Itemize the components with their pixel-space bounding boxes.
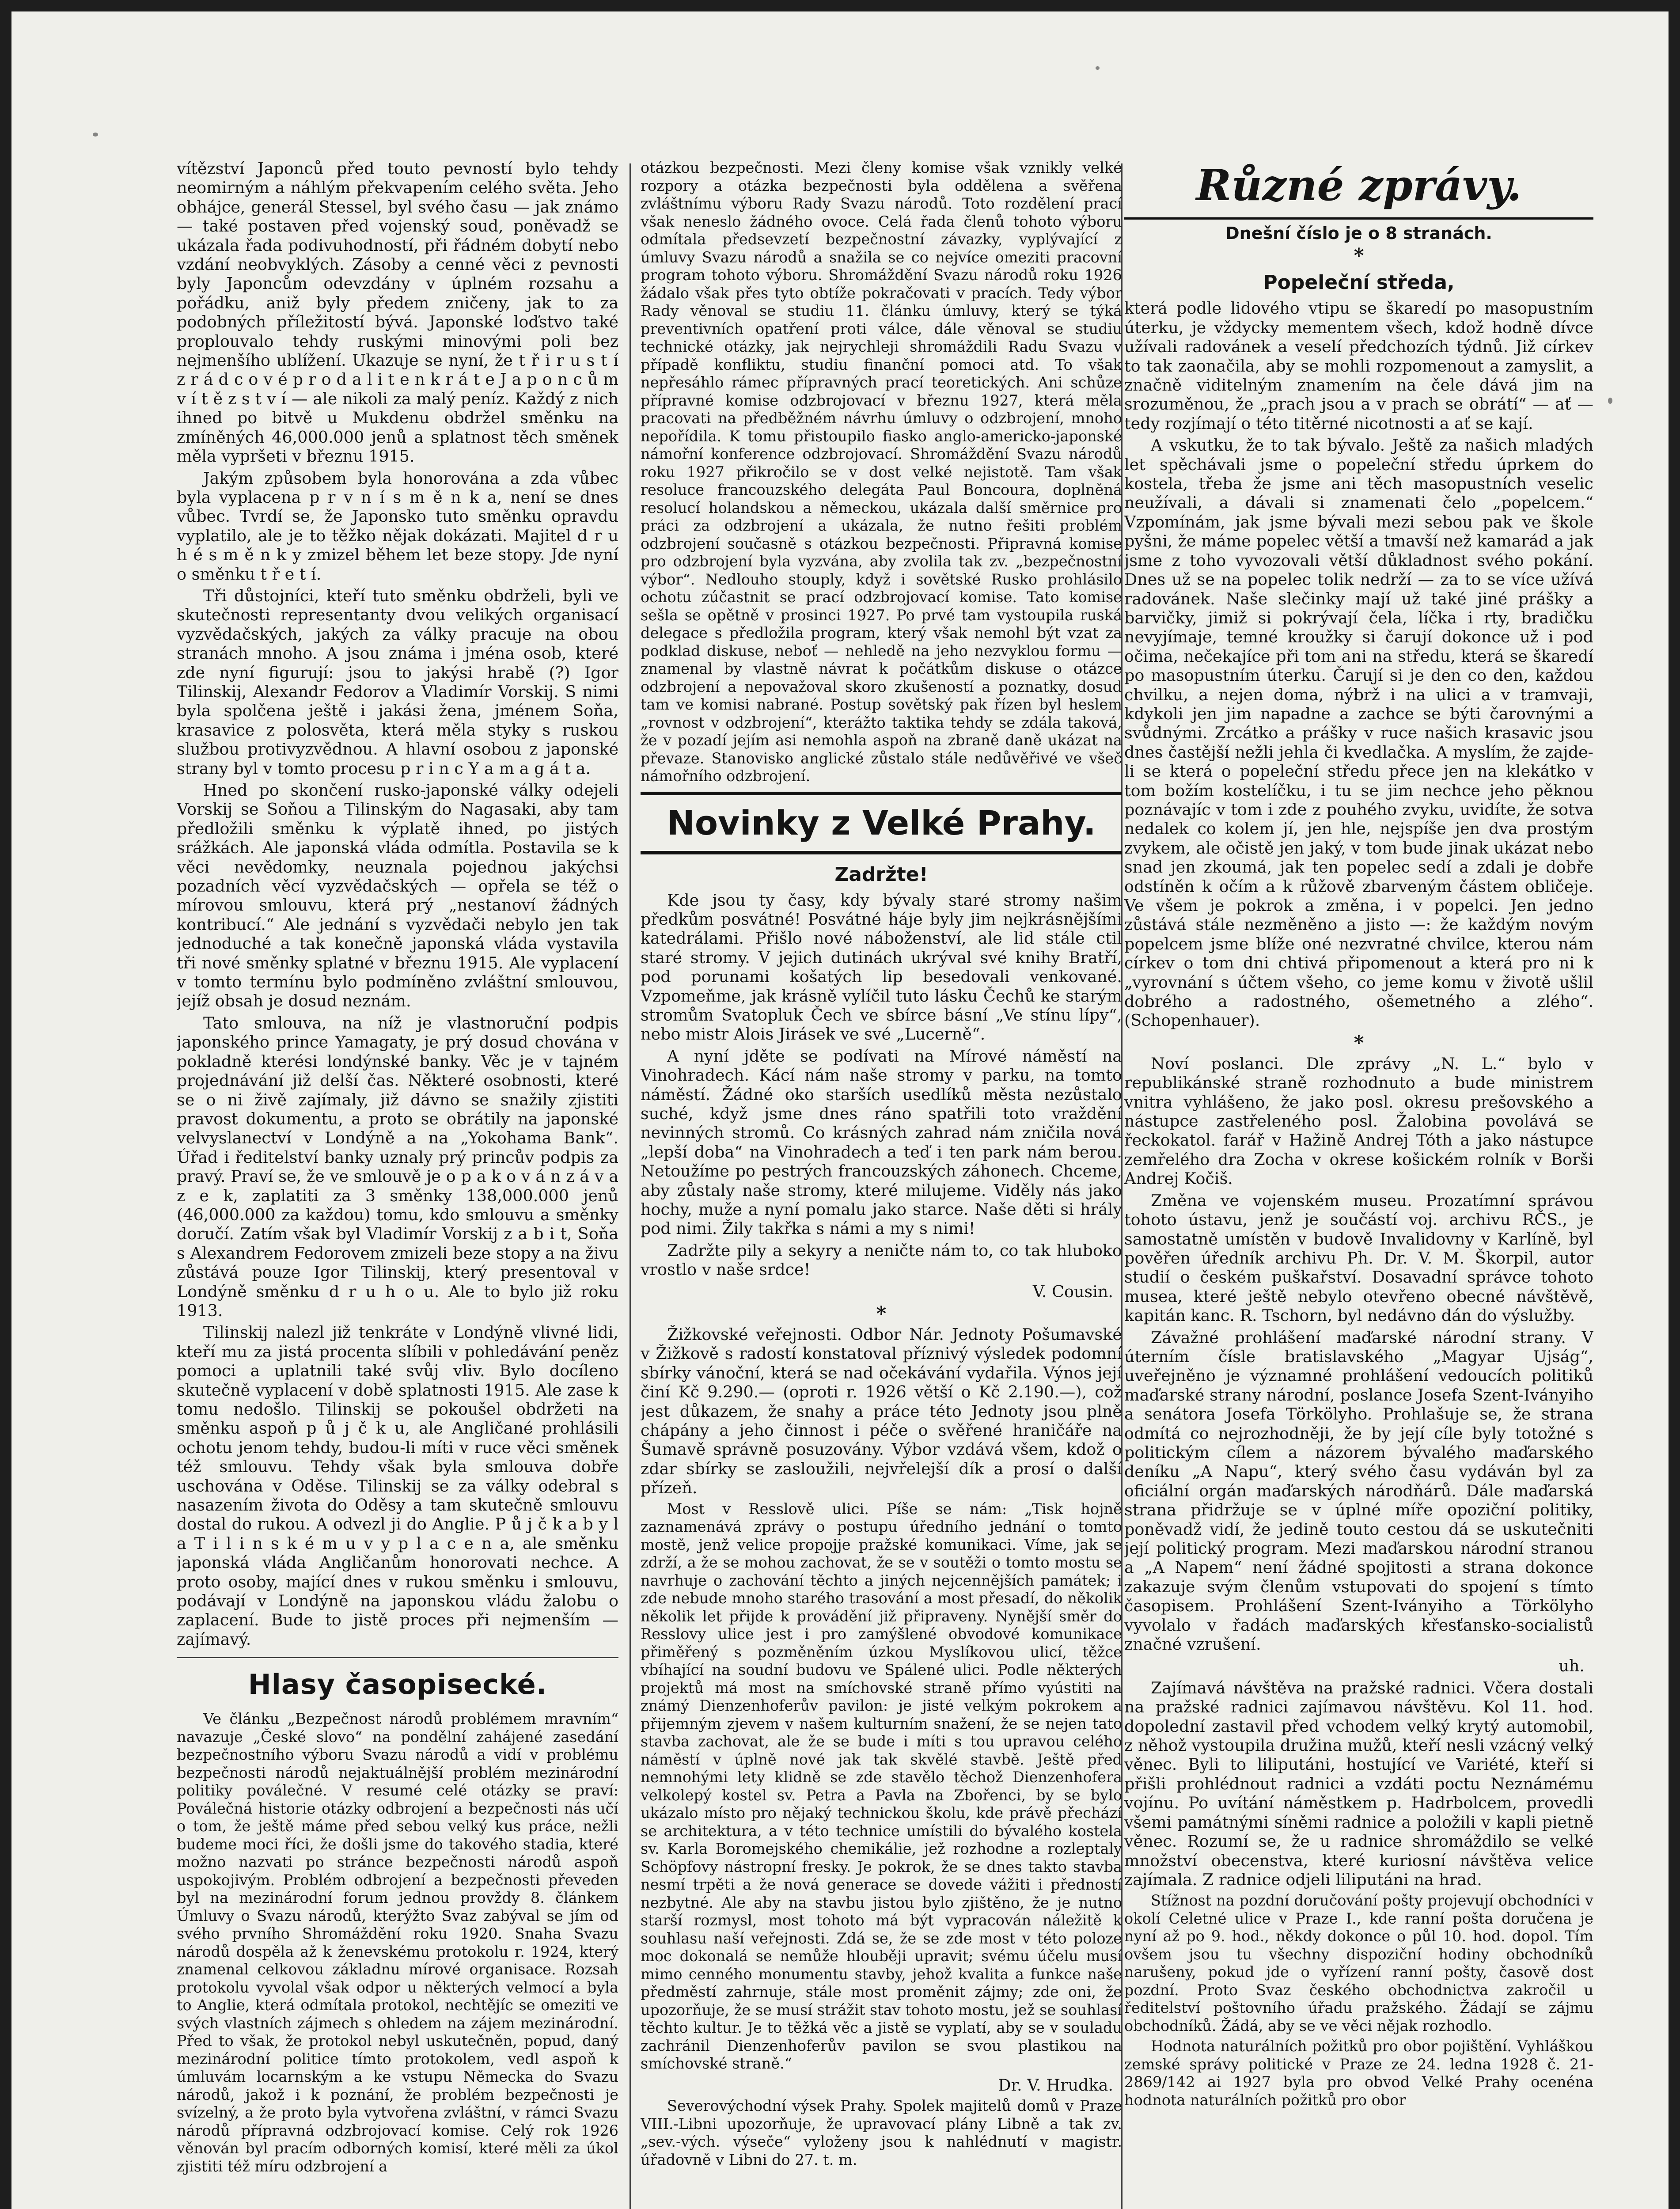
article-text: Kde jsou ty časy, kdy bývaly staré stromy našim předkům posvátné! Posvátné háje byly jim nejkrásnějšími katedrálami. Přišlo nové náboženství, ale lid stále ctil staré stromy. V jejich dutinách ukrýval své knihy Bratří, pod porunami košatých lip besedovali venkované. Vzpomeňme, jak krásně vylíčil tuto lásku Čechů ke starým stromům Svatopluk Čech ve sbírce básní „Ve stínu lípy“, nebo mistr Alois Jirásek ve své „Lucerně“. bbox=[641, 890, 1122, 1044]
issue-notice: Dnešní číslo je o 8 stranách. bbox=[1225, 224, 1492, 243]
column-rule-1 bbox=[630, 163, 631, 2209]
article-signature: V. Cousin. bbox=[1032, 1282, 1113, 1301]
article-text: Noví poslanci. Dle zprávy „N. L.“ bylo v republikánské straně rozhodnuto a bude ministrem vnitra vyhlášeno, že jako posl. okresu prešovského a nástupce zastřeleného posl. Žalobina povolává se řeckokatol. farář v Hažině Andrej Tóth a jako nástupce zemřelého dra Zocha v okrese košickém rolník v Borši Andrej Kočiš. bbox=[1124, 1054, 1593, 1188]
article-text: Tři důstojníci, kteří tuto směnku obdrželi, byli ve skutečnosti representanty dvou velikých organisací vyzvědačských, jakých za války pracuje na obou stranách mnoho. A jsou známa i jména osob, které zde nyní figurují: jsou to jakýsi hrabě (?) Igor Tilinskij, Alexandr Fedorov a Vladimír Vorskij. S nimi byla spolčena ještě i jakási žena, jménem Soňa, krasavice z polosvěta, která měla styky s ruskou službou protivyzvědnou. A hlavní osobou z japonské strany byl v tomto procesu p r i n c Y a m a g á t a. bbox=[177, 586, 618, 778]
column-right bbox=[1124, 159, 1593, 2209]
article-text: Tilinskij nalezl již tenkráte v Londýně vlivné lidi, kteří mu za jistá procenta slíbili v pohledávání peněz pomoci a uplatnili také svůj vliv. Bylo docíleno skutečně vyplacení v době splatnosti 1915. Ale zase k tomu nedošlo. Tilinskij se pokoušel obdržeti na směnku aspoň p ů j č k u, ale Angličané prohlásili ochotu jenom tehdy, budou-li míti v ruce věci směnek též smlouvu. Tehdy však byla smlouva dobře uschována v Oděse. Tilinskij se za války odebral s nasazením života do Oděsy a tam skutečně smlouvu dostal do rukou. A odvezl ji do Anglie. P ů j č k a b y l a T i l i n s k é m u v y p l a c e n a, ale směnku japonská vláda Angličanům honorovati nechce. A proto osoby, mající dnes v rukou směnku i smlouvu, podávají v Londýně na japonskou vládu žalobu o zaplacení. Bude to jistě proces při nejmenším — zajímavý. bbox=[177, 1323, 618, 1649]
article-text: vítězství Japonců před touto pevností bylo tehdy neomirným a náhlým překvapením celého světa. Jeho obhájce, generál Stessel, byl svého času — jak známo — také postaven před vojenský soud, poněvadž se ukázala řada podivuhodností, při řádném dobytí nebo vzdání neobvyklých. Zásoby a cenné věci z pevnosti byly Japoncům odevzdány v úplném rozsahu a pořádku, aniž byly předem zničeny, jak to za podobných příležitostí bývá. Japonské loďstvo také proplouvalo tehdy ruskými minovými poli bez nejmenšího ublížení. Ukazuje se nyní, že t ř i r u s t í z r á d c o v é p r o d a l i t e n k r á t e J a p o n c ů m v í t ě z s t v í — ale nikoli za malý peníz. Každý z nich ihned po bitvě u Mukdenu obdržel směnku na zmíněných 46,000.000 jenů a splatnost těch směnek měla vypršeti v březnu 1915. bbox=[177, 159, 618, 466]
article-text: která podle lidového vtipu se škaredí po masopustním úterku, je vždycky mementem všech, kdož hodně dívce užívali radovánek a veselí předchozích týdnů. Již církev to tak zaonačila, aby se mohli rozpomenout a zamyslit, a značně viditelným znamením na čele dává jim na srozuměnou, že „prach jsou a v prach se obrátí“ — ať — tedy rozjímají o této titěrné nicotnosti a ať se kají. bbox=[1124, 299, 1593, 433]
separator-star: * bbox=[1354, 244, 1364, 267]
article-text: Tato smlouva, na níž je vlastnoruční podpis japonského prince Yamagaty, je prý dosud chována v pokladně kterési londýnské banky. Věc je v tajném projednávání již delší čas. Některé osobnosti, které se o ni živě zajímaly, již dávno se snažily zjistiti pravost dokumentu, a proto se obrátily na japonské velvyslanectví v Londýně a na „Yokohama Bank“. Úřad i ředitelství banky uznaly prý princův podpis za pravý. Praví se, že ve smlouvě je o p a k o v á n z á v a z e k, zaplatiti za 3 směnky 138,000.000 jenů (46,000.000 za každou) tomu, kdo smlouvu a směnky doručí. Zatím však byl Vladimír Vorskij z a b i t, Soňa s Alexandrem Fedorovem zmizeli beze stopy a na živu zůstává pouze Igor Tilinskij, který presentoval v Londýně směnku d r u h o u. Ale to bylo již roku 1913. bbox=[177, 1013, 618, 1320]
article-text: Severovýchodní výsek Prahy. Spolek majitelů domů v Praze VIII.-Libni upozorňuje, že upravovací plány Libně a tak zv. „sev.-vých. výseče“ vyloženy jsou k nahlédnutí v magistr. úřadovně v Libni do 27. t. m. bbox=[641, 2097, 1122, 2168]
section-heading-hlasy: Hlasy časopisecké. bbox=[248, 1668, 547, 1701]
article-text: Žižkovské veřejnosti. Odbor Nár. Jednoty Pošumavské v Žižkově s radostí konstatoval příznivý výsledek podomní sbírky vánoční, která se nad očekávání vydařila. Výnos její činí Kč 9.290.— (oproti r. 1926 větší o Kč 2.190.—), což jest důkazem, že snahy a práce této Jednoty jsou plně chápány a jeho činnost i péče o svěřené hraničáře na Šumavě správně posuzovány. Výbor vzdává všem, kdož o zdar sbírky se zasloužili, nejvřelejší dík a prosí o další přízeň. bbox=[641, 1325, 1122, 1498]
article-heading: Zadržte! bbox=[834, 863, 928, 886]
article-text: otázkou bezpečnosti. Mezi členy komise však vznikly velké rozpory a otázka bezpečnosti byla oddělena a svěřena zvláštnímu výboru Rady Svazu národů. Toto rozdělení prací však neneslo žádného ovoce. Celá řada členů tohoto výboru odmítala předsevzetí bezpečnostní závazky, vyplývající z úmluvy Svazu národů a snažila se co nejvíce omeziti pracovní program tohoto výboru. Shromáždění Svazu národů roku 1926 žádalo však přes tyto obtíže pokračovati v pracích. Tedy výbor Rady věnoval se studiu 11. článku úmluvy, který se týká preventivních opatření proti válce, dále věnoval se studiu technické otázky, jak nejrychleji shromáždili Radu Svazu v případě konfliktu, studiu finanční pomoci atd. To však nepřesáhlo rámec přípravných prací teoretických. Ani schůze přípravné komise odzbrojovací v březnu 1927, která měla pracovati na předběžném návrhu úmluvy o odzbrojení, mnoho nepořídila. K tomu přistoupilo fiasko anglo-americko-japonské námořní konference odzbrojovací. Shromáždění Svazu národů roku 1927 přikročilo se v dost velké nejistotě. Tam však resoluce francouzského delegáta Paul Boncoura, doplněná resolucí holandskou a německou, ukázala další směrnice pro práci za odzbrojení a ukázala, že nutno řešiti problém odzbrojení současně s otázkou bezpečnosti. Připravná komise pro odzbrojení byla vyzvána, aby zvolila tak zv. „bezpečnostní výbor“. Nedlouho stouply, když i sovětské Rusko prohlásilo ochotu zúčastnit se prací odzbrojovací komise. Tato komise sešla se opětně v prosinci 1927. Po prvé tam vystoupila ruská delegace s předložila program, který však nemohl být vzat za podklad diskuse, neboť — nehledě na jeho nezvyklou formu — znamenal by vlastně návrat k počátkům diskuse o otázce odzbrojení a nepovažoval skoro zkušeností a poznatky, dosud tam ve komisi nabrané. Postup sovětský pak řízen byl heslem „rovnost v odzbrojení“, kterážto taktika tehdy se zdála taková, že v pozadí jejím asi nemohla aspoň na zbraně daně ukázat na převaze. Stanovisko anglické zůstalo stále nedůvěřivé ve všeč námořního odzbrojení. bbox=[641, 159, 1122, 785]
column-middle bbox=[641, 159, 1122, 2209]
scan-speck bbox=[1096, 66, 1100, 70]
article-text: Ve článku „Bezpečnost národů problémem mravním“ navazuje „České slovo“ na pondělní zahájené zasedání bezpečnostního výboru Svazu národů a vidí v problému bezpečnosti národů nejaktuálnější problém mezinárodní politiky poválečné. V resumé celé otázky se praví: Poválečná historie otázky odbrojení a bezpečnosti nás učí o tom, že ještě máme před sebou velký kus práce, nežli budeme moci říci, že došli jsme do takového stadia, které možno nazvati po stránce bezpečnosti národů aspoň uspokojivým. Problém odbrojení a bezpečnosti převeden byl na mezinárodní forum jednou provždy 8. článkem Úmluvy o Svazu národů, kterýžto Svaz zabýval se jím od svého prvního Shromáždění roku 1920. Snaha Svazu národů dospěla až k ženevskému protokolu r. 1924, který znamenal celkovou základnu mírové organisace. Rozsah protokolu vyvolal však odpor u některých velmocí a byla to Anglie, která odmítala protokol, nechtějíc se omeziti ve svých vlastních zájmech s ohledem na zájem mezinárodní. Před to však, že protokol nebyl uskutečněn, popud, daný mezinárodní politice tímto protokolem, vedl aspoň k úmluvám locarnským a ke vstupu Německa do Svazu národů, jakož i k poznání, že problém bezpečnosti je svízelný, a že proto byla vytvořena zvláštní, v rámci Svazu národů přípravná odzbrojovací komise. Celý rok 1926 věnován byl pracím odborných komisí, které měli za úkol zjistiti též míru odzbrojení a bbox=[177, 1710, 618, 2175]
article-text: Zajímavá návštěva na pražské radnici. Včera dostali na pražské radnici zajímavou návštěvu. Kol 11. hod. dopolední zastavil před vchodem velký krytý automobil, z něhož vystoupila družina mužů, kteří nesli vzácný velký věnec. Byli to liliputáni, hostující ve Variété, kteří si přišli prohlédnout radnici a vzdáti poctu Neznámému vojínu. Po uvítání náměstkem p. Hadrbolcem, provedli všemi památnými síněmi radnice a položili v kapli pietně věnec. Rozumí se, že u radnice shromáždilo se velké množství obecenstva, které kuriosní návštěva velice zajímala. Z radnice odjeli liliputáni na hrad. bbox=[1124, 1678, 1593, 1889]
article-text: Závažné prohlášení maďarské národní strany. V úterním čísle bratislavského „Magyar Ujság“, uveřejněno je významné prohlášení vedoucích politiků maďarské strany národní, poslance Josefa Szent-Iványiho a senátora Josefa Törkölyho. Prohlašuje se, že strana odmítá co nejrozhodněji, že by její cíle byly totožné s politickým cílem a názorem bývalého maďarského deníku „A Napu“, který svého času vydáván byl za oficiální orgán maďarských národňárů. Dále maďarská strana přidržuje se v úplné míře opoziční politiky, poněvadž vidí, že jedině touto cestou dá se uskutečniti její politický program. Mezi maďarskou národní stranou a „A Napem“ není žádné spojitosti a strana dokonce zakazuje svým členům vstupovati do spojení s tímto časopisem. Prohlášení Szent-Iványiho a Törkölyho vyvolalo v řadách maďarských křesťansko-socialistů značné vzrušení. bbox=[1124, 1328, 1593, 1654]
scan-speck bbox=[1608, 398, 1612, 404]
article-text: Stížnost na pozdní doručování pošty projevují obchodníci v okolí Celetné ulice v Praze I., kde ranní pošta doručena je nyní až po 9. hod., někdy dokonce o půl 10. hod. dopol. Tím ovšem jsou tu všechny dispoziční hodiny obchodníků narušeny, pokud jde o vyřízení ranní pošty, časově dost pozdní. Proto Svaz českého obchodnictva zakročil u ředitelství poštovního úřadu pražského. Žádají se zájmu obchodníků. Žádá, aby se ve věci nějak rozhodlo. bbox=[1124, 1892, 1593, 2034]
section-heading-ruzne: Různé zprávy. bbox=[1124, 159, 1593, 220]
article-text: A vskutku, že to tak bývalo. Ještě za našich mladých let spěchávali jsme o popeleční středu úprkem do kostela, třeba že jsme ani těch masopustních veselic neužívali, a dávali si znamenati čelo „popelcem.“ Vzpomínám, jak jsme bývali mezi sebou pak ve škole pyšni, že máme popelec větší a tmavší než kamarád a jak jsme z toho vyvozovali větší důkladnost svého pokání. Dnes už se na popelec tolik nedrží — za to se více užívá radovánek. Naše slečinky mají už také jiné prášky a barvičky, jimiž si pokrývají čela, líčka i rty, bradičku nevyjímaje, temné kroužky si čarují dokonce už i pod očima, nečekajíce při tom ani na středu, která se škaredí po masopustním úterku. Čarují si je den co den, každou chvilku, a nejen doma, nýbrž i na ulici a v tramvaji, kdykoli jen jim napadne a zachce se býti čarovnými a svůdnými. Zrcátko a prášky v ruce našich krasavic jsou dnes častější nežli jehla či kvedlačka. A myslím, že zajde-li se která o popeleční středu přece jen na klekátko v tom božím kostelíčku, i tu se jim nechce jeho pěknou poznávajíc v tom i zde z pouhého zvyku, uvidíte, že sotva nedalek co kolem jí, jen hle, nejspíše jen dva prostým zvykem, ale očistě jen jaký, v tom bude jinak ukázat nebo snad jen zkoumá, jak ten popelec sedí a zdali je dobře odstíněn k očím a k růžově zbarveným částem obličeje. Ve všem je pokrok a změna, i v popelci. Jen jedno zůstává stále nezměněno a jisto —: že každým novým popelcem jsme blíže oné nezvratné chvilce, kterou nám církev o tom dni chtivá připomenout a která pro ni k „vyrovnání s účtem všeho, co jeme komu v životě ušlil dobrého a radostného, ošemetného a zlého“. (Schopenhauer). bbox=[1124, 436, 1593, 1030]
scan-speck bbox=[93, 133, 98, 137]
article-text: Hodnota naturálních požitků pro obor pojištění. Vyhláškou zemské správy politické v Praze ze 24. ledna 1928 č. 21-2869/142 ai 1927 byla pro obvod Velké Prahy ocenéna hodnota naturálních požitků pro obor bbox=[1124, 2038, 1593, 2109]
separator-star: * bbox=[1354, 1031, 1364, 1054]
section-divider bbox=[177, 1657, 618, 1658]
column-left bbox=[177, 159, 618, 2209]
article-signature: Dr. V. Hrudka. bbox=[998, 2075, 1113, 2095]
article-text: Jakým způsobem byla honorována a zda vůbec byla vyplacena p r v n í s m ě n k a, není se dnes vůbec. Tvrdí se, že Japonsko tuto směnku opravdu vyplatilo, ale je to těžko nějak dokázati. Majitel d r u h é s m ě n k y zmizel během let beze stopy. Jde nyní o směnku t ř e t í. bbox=[177, 468, 618, 584]
separator-star: * bbox=[876, 1302, 887, 1325]
article-text: Most v Resslově ulici. Píše se nám: „Tisk hojně zaznamenává zprávy o postupu úředního jednání o tomto mostě, jenž velice propojje pražské komunikaci. Víme, jak se zdrží, a že se mohou zachovat, že se v soutěži o tomto mostu se navrhuje o zachování těchto a jiných nejcennějších památek; i zde nebude mnoho starého trasování a most přesadí, do několik několik let přijde k provádění již připraveny. Nynější směr do Resslovy ulice jest i pro zamýšlené obvodové komunikace přiměřený s pozměněním úzkou Myslíkovou ulicí, těžce vbíhající na soudní budovu ve Spálené ulici. Podle některých projektů má most na smíchovské straně přímo vyústiti na známý Dienzenhoferův pavilon: je jisté velkým pokrokem a přijemným zjevem v našem kulturním snažení, že se nejen tato stavba zachovat, ale že se bude i míti s tou upravou celého náměstí v úplně nové jak tak skvělé stavbě. Ještě před nemnohými lety klidně se zde stavělo těchož Dienzenhofera velkolepý kostel sv. Petra a Pavla na Zbořenci, by se bylo ukázalo místo pro nějaký technickou školu, kde právě přechází se architektura, a v této technice umístili do bývalého kostela sv. Karla Boromejského chemikálie, jež rozhodne a rozleptaly Schöpfovy nástropní fresky. Je pokrok, že se dnes takto stavba nesmí trpěti a že nová generace se dovede vážiti i předností nezbytné. Ale aby na stavbu jistou bylo zjištěno, že je nutno starší rozmysl, most tohoto má být vypracován náležitě k souhlasu naší veřejnosti. Zdá se, že se zde most v této poloze moc dokonalá se nemůže hlouběji upravit; svému účelu musí mimo cenného monumentu stavby, jehož kvalita a funkce naše předměstí zahrnuje, stále most proměnit zájmy; zde oni, že upozorňuje, že se musí strážit stav tohoto mostu, jež se souhlasí těchto kultur. Je to těžká věc a jistě se vyplatí, aby se v souladu zachránil Dienzenhoferův pavilon se svou plastikou na smíchovské straně.“ bbox=[641, 1500, 1122, 2072]
article-text: A nyní jděte se podívati na Mírové náměstí na Vinohradech. Kácí nám naše stromy v parku, na tomto náměstí. Žádné oko starších usedlíků města nezůstalo suché, když jsme dnes ráno spatřili toto vraždění nevinných stromů. Co krásných zahrad nám zničila nová „lepší doba“ na Vinohradech a teď i ten park nám berou. Netoužíme po pestrých francouzských záhonech. Chceme, aby zůstaly naše stromy, které milujeme. Viděly nás jako hochy, muže a nyní pomalu jako starce. Naše děti si hrály pod nimi. Žily takřka s námi a my s nimi! bbox=[641, 1046, 1122, 1238]
article-signature: uh. bbox=[1559, 1656, 1585, 1676]
article-text: Změna ve vojenském museu. Prozatímní správou tohoto ústavu, jenž je součástí voj. archivu RČS., je samostatně umístěn v budově Invalidovny v Karlíně, byl pověřen úředník archivu Ph. Dr. V. M. Škorpil, autor studií o českém puškařství. Dosavadní správce tohoto musea, které ještě nebylo otevřeno obecné návštěvě, kapitán kanc. R. Tschorn, byl nedávno dán do výslužby. bbox=[1124, 1191, 1593, 1325]
section-heading-novinky: Novinky z Velké Prahy. bbox=[641, 792, 1122, 854]
article-text: Zadržte pily a sekyry a neničte nám to, co tak hluboko vrostlo v naše srdce! bbox=[641, 1241, 1122, 1279]
article-heading: Popeleční středa, bbox=[1263, 271, 1455, 294]
article-text: Hned po skončení rusko-japonské války odejeli Vorskij se Soňou a Tilinským do Nagasaki, aby tam předložili směnku k výplatě ihned, po jistých srážkách. Ale japonská vláda odmítla. Postavila se k věci nevědomky, neuznala pojednou jakýchsi pozadních věcí vyzvědačských — opřela se též o mírovou smlouvu, která prý „nestanoví žádných kontribucí.“ Ale jednání s vyzvědači nebylo jen tak jednoduché a tak konečně japonská vláda vystavila tři nové směnky splatné v březnu 1915. Ale vyplacení v tomto termínu bylo podmíněno zvláštní smlouvou, jejíž obsah je dosud neznám. bbox=[177, 781, 618, 1011]
